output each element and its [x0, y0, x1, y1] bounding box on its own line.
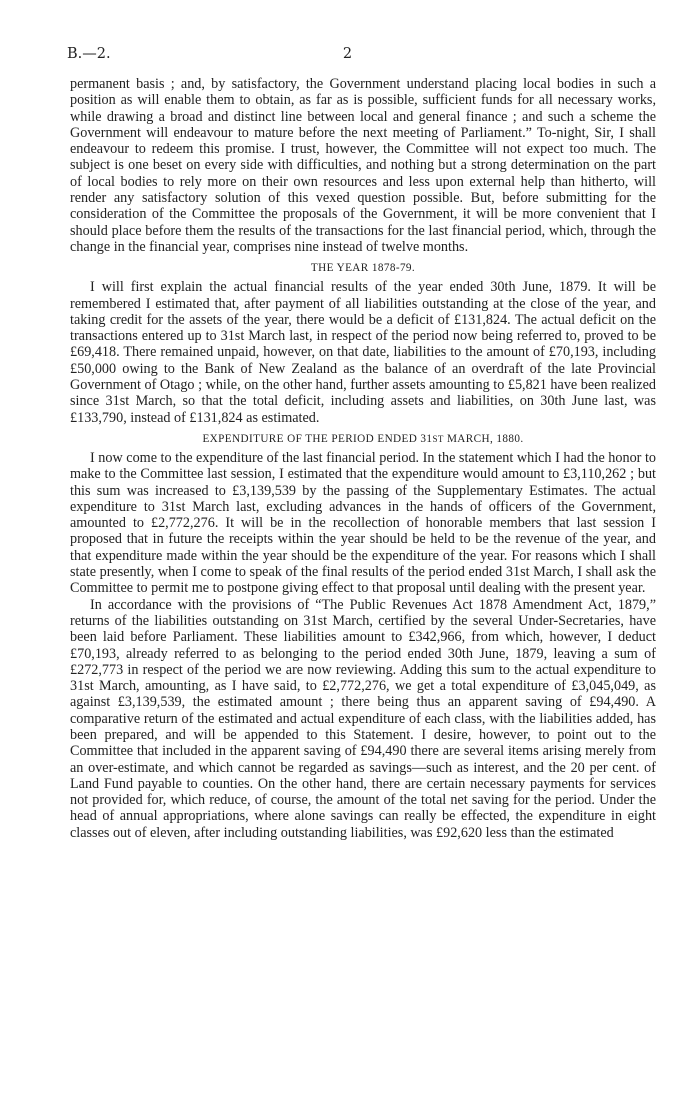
- document-body: [70, 76, 656, 841]
- paragraph-year-results: I will first explain the actual financial results of the year ended 30th June, 1879. It will be remembered I estimated that, after payment of all liabilities outstanding at the close of the year, and taking credit for the assets of the year, there would be a deficit of £131,824. The actual deficit on the transactions entered up to 31st March last, in respect of the period now being referred to, proved to be £69,418. There remained unpaid, however, on that date, liabilities to the amount of £70,193, including £50,000 owing to the Bank of New Zealand as the balance of an overdraft of the late Provincial Government of Otago ; while, on the other hand, further assets amounting to £5,821 have been realized since 31st March, so that the total deficit, including assets and liabilities, on 30th June last, was £133,790, instead of £131,824 as estimated.: [70, 279, 656, 426]
- heading-superscript: ST: [432, 433, 444, 444]
- page-number: 2: [342, 46, 353, 62]
- heading-text-end: MARCH, 1880.: [443, 432, 524, 445]
- paragraph-expenditure: I now come to the expenditure of the last financial period. In the statement which I had the honor to make to the Committee last session, I estimated that the expenditure would amount to £3,110,262 ; but this sum was increased to £3,139,539 by the passing of the Supplementary Estimates. The actual expenditure to 31st March last, excluding advances in the hands of officers of the Government, amounted to £2,772,276. It will be in the recollection of honorable members that last session I proposed that in future the receipts within the year should be held to be the revenue of the year, and that expenditure made within the year should be the expenditure of the year. For reasons which I shall state presently, when I come to speak of the final results of the period ended 31st March, I shall ask the Committee to permit me to postpone giving effect to that proposal until dealing with the present year.: [70, 449, 656, 597]
- page-header: [67, 46, 656, 66]
- heading-text: EXPENDITURE OF THE PERIOD ENDED 31: [202, 432, 433, 445]
- paragraph-liabilities: In accordance with the provisions of “The Public Revenues Act 1878 Amendment Act, 1879,” returns of the liabilities outstanding on 31st March, certified by the several Under-Secretaries, have been laid before Parliament. These liabilities amount to £342,966, from which, however, I deduct £70,193, already referred to as belonging to the period ended 30th June, 1879, leaving a sum of £272,773 in respect of the period we are now reviewing. Adding this sum to the actual expenditure to 31st March, amounting, as I have said, to £2,772,276, we get a total expenditure of £3,045,049, as against £3,139,539, the estimated amount ; there being thus an apparent saving of £94,490. A comparative return of the estimated and actual expenditure of each class, with the liabilities added, has been prepared, and will be appended to this Statement. I desire, however, to point out to the Committee that included in the apparent saving of £94,490 there are several items arising merely from an over-estimate, and which cannot be regarded as savings—such as interest, and the 20 per cent. of Land Fund payable to counties. On the other hand, there are certain necessary payments for services not provided for, which reduce, of course, the amount of the total net saving for the period. Under the head of annual appropriations, where alone savings can really be effected, the expenditure in eight classes out of eleven, after including outstanding liabilities, was £92,620 less than the estimated: [70, 596, 656, 841]
- document-page: [67, 0, 656, 1114]
- section-heading-expenditure: [70, 432, 656, 446]
- document-code: B.—2.: [67, 46, 111, 62]
- section-heading-year: THE YEAR 1878-79.: [310, 262, 416, 275]
- paragraph-intro: permanent basis ; and, by satisfactory, the Government understand placing local bodies in such a position as will enable them to obtain, as far as is possible, sufficient funds for all necessary works, while drawing a broad and distinct line between local and general finance ; and such a scheme the Government will endeavour to mature before the next meeting of Parliament.” To-night, Sir, I shall endeavour to redeem this promise. I trust, however, the Committee will not expect too much. The subject is one beset on every side with difficulties, and nothing but a strong determination on the part of local bodies to rely more on their own resources and less upon external help than hitherto, will render any satisfactory solution of this vexed question possible. But, before submitting for the consideration of the Committee the proposals of the Government, it will be more convenient that I should place before them the results of the transactions for the last financial period, which, through the change in the financial year, comprises nine instead of twelve months.: [70, 76, 656, 255]
